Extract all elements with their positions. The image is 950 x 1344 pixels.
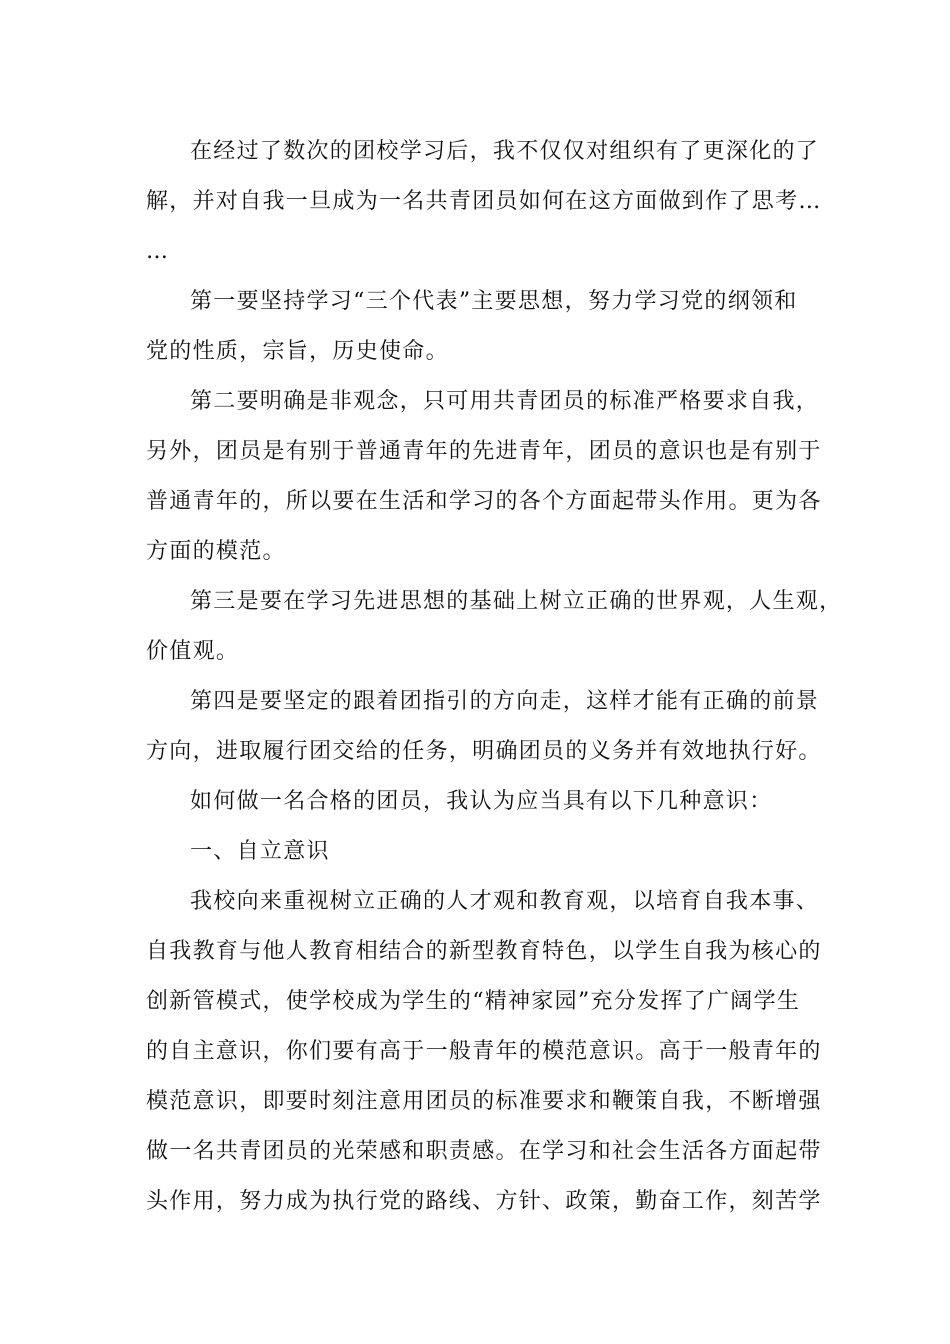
paragraph-line: 普通青年的，所以要在生活和学习的各个方面起带头作用。更为各 [146,489,822,514]
paragraph-line: 的自主意识，你们要有高于一般青年的模范意识。高于一般青年的 [146,1039,822,1064]
paragraph-line: 另外，团员是有别于普通青年的先进青年，团员的意识也是有别于 [146,439,822,464]
paragraph-line: 第四是要坚定的跟着团指引的方向走，这样才能有正确的前景 [190,689,820,714]
paragraph-line: 头作用，努力成为执行党的路线、方针、政策，勤奋工作，刻苦学 [146,1189,822,1214]
paragraph-line: 第一要坚持学习“三个代表”主要思想，努力学习党的纲领和 [190,289,798,314]
paragraph-line: 创新管模式，使学校成为学生的“精神家园”充分发挥了广阔学生 [146,989,801,1014]
paragraph-line: 在经过了数次的团校学习后，我不仅仅对组织有了更深化的了 [190,139,820,164]
paragraph-line: 解，并对自我一旦成为一名共青团员如何在这方面做到作了思考… [146,189,822,214]
paragraph-line: 模范意识，即要时刻注意用团员的标准要求和鞭策自我，不断增强 [146,1089,822,1114]
paragraph-line: 如何做一名合格的团员，我认为应当具有以下几种意识： [190,789,773,814]
paragraph-line: … [146,239,170,264]
paragraph-line: 我校向来重视树立正确的人才观和教育观，以培育自我本事、 [190,889,820,914]
paragraph-line: 第二要明确是非观念，只可用共青团员的标准严格要求自我， [190,389,820,414]
paragraph-line: 价值观。 [146,639,240,664]
paragraph-line: 方面的模范。 [146,539,286,564]
paragraph-line: 方向，进取履行团交给的任务，明确团员的义务并有效地执行好。 [146,739,822,764]
paragraph-line: 自我教育与他人教育相结合的新型教育特色，以学生自我为核心的 [146,939,822,964]
paragraph-line: 第三是要在学习先进思想的基础上树立正确的世界观，人生观， [190,589,843,614]
paragraph-line: 党的性质，宗旨，历史使命。 [146,339,449,364]
section-heading: 一、自立意识 [190,839,330,864]
paragraph-line: 做一名共青团员的光荣感和职责感。在学习和社会生活各方面起带 [146,1139,822,1164]
